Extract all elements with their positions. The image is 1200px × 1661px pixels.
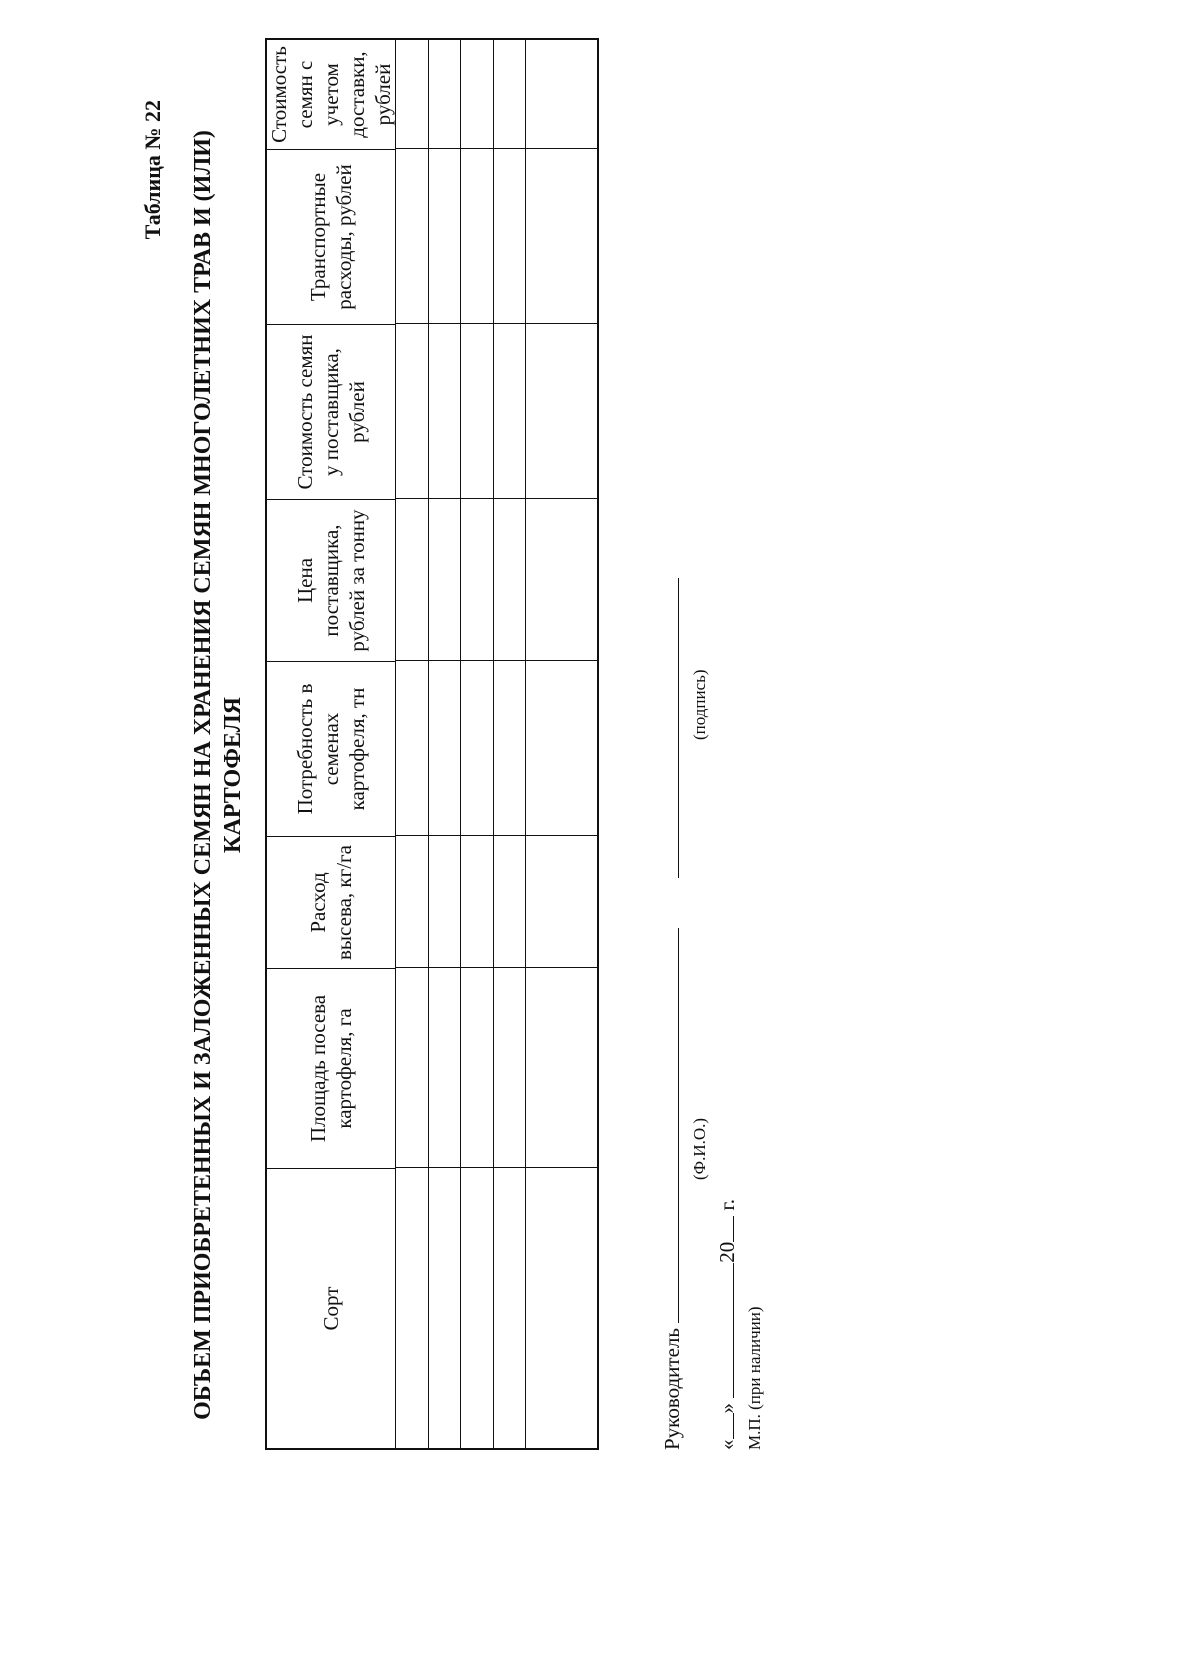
column-header: Расход высева, кг/га <box>267 836 395 968</box>
signature-caption: (подпись) <box>690 669 709 740</box>
document-page <box>60 40 1060 1600</box>
date-line <box>715 1199 740 1450</box>
column-divider <box>395 1167 597 1168</box>
row-divider <box>525 40 526 1448</box>
table-number: Таблица № 22 <box>140 100 165 240</box>
date-quote-close: » <box>715 1403 739 1414</box>
column-header: Сорт <box>267 1168 395 1448</box>
signature-block <box>660 578 685 1450</box>
stamp-note: М.П. (при наличии) <box>745 1306 764 1450</box>
column-header: Потребность в семенах картофеля, тн <box>267 661 395 836</box>
column-divider <box>395 323 597 324</box>
date-suffix: г. <box>715 1199 739 1211</box>
column-divider <box>395 967 597 968</box>
fio-caption: (Ф.И.О.) <box>690 1117 709 1180</box>
fio-line[interactable] <box>660 928 679 1323</box>
table-header <box>267 40 395 1448</box>
column-divider <box>395 148 597 149</box>
column-divider <box>395 835 597 836</box>
title-line-2: КАРТОФЕЛЯ <box>220 697 246 853</box>
day-field[interactable] <box>715 1414 734 1440</box>
document-title <box>188 100 248 1450</box>
column-header: Транспортные расходы, рублей <box>267 149 395 324</box>
title-line-1: ОБЪЕМ ПРИОБРЕТЕННЫХ И ЗАЛОЖЕННЫХ СЕМЯН НА ХРАНЕНИЯ СЕМЯН МНОГОЛЕТНИХ ТРАВ И (ИЛИ) <box>190 130 216 1420</box>
column-header: Цена поставщика, рублей за тонну <box>267 499 395 661</box>
signature-line[interactable] <box>660 578 679 878</box>
data-table <box>265 38 599 1450</box>
column-header: Стоимость семян у поставщика, рублей <box>267 324 395 499</box>
date-year: 20 <box>715 1241 739 1263</box>
row-divider <box>395 40 396 1448</box>
column-header: Площадь посева картофеля, га <box>267 968 395 1168</box>
column-header: Стоимость семян с учетом доставки, рублей <box>267 46 395 143</box>
head-label: Руководитель <box>660 1328 684 1450</box>
column-divider <box>395 498 597 499</box>
row-divider <box>493 40 494 1448</box>
row-divider <box>428 40 429 1448</box>
year-field[interactable] <box>715 1216 734 1242</box>
date-quote-open: « <box>715 1439 739 1450</box>
column-divider <box>395 660 597 661</box>
month-field[interactable] <box>715 1263 734 1398</box>
row-divider <box>460 40 461 1448</box>
